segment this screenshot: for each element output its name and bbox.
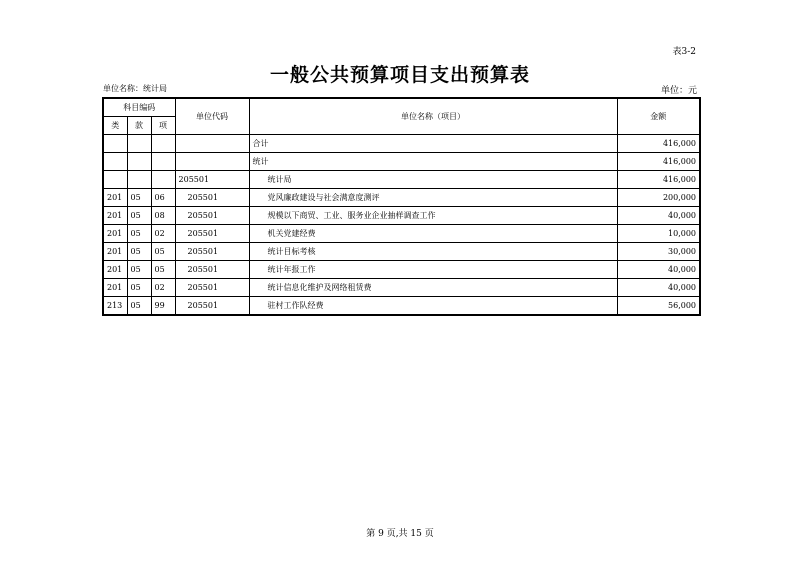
table-row <box>103 225 700 243</box>
cell-unit-name: 合计 <box>249 135 617 153</box>
cell-lei: 201 <box>103 207 127 225</box>
cell-xiang <box>151 171 175 189</box>
cell-unit-name: 统计 <box>249 153 617 171</box>
cell-unit-code: 205501 <box>175 171 249 189</box>
cell-unit-name: 机关党建经费 <box>249 225 617 243</box>
cell-amount: 56,000 <box>617 297 700 316</box>
cell-xiang <box>151 135 175 153</box>
cell-unit-code <box>175 135 249 153</box>
cell-amount: 416,000 <box>617 135 700 153</box>
cell-lei: 201 <box>103 243 127 261</box>
cell-kuan: 05 <box>127 297 151 316</box>
cell-amount: 416,000 <box>617 153 700 171</box>
page-number: 第 9 页,共 15 页 <box>366 529 434 539</box>
cell-lei: 213 <box>103 297 127 316</box>
table-number: 表3-2 <box>672 47 696 57</box>
cell-amount: 200,000 <box>617 189 700 207</box>
table-row <box>103 207 700 225</box>
cell-amount: 416,000 <box>617 171 700 189</box>
cell-xiang: 02 <box>151 225 175 243</box>
cell-kuan: 05 <box>127 279 151 297</box>
cell-amount: 40,000 <box>617 207 700 225</box>
cell-unit-code: 205501 <box>175 225 249 243</box>
cell-xiang: 99 <box>151 297 175 316</box>
cell-amount: 30,000 <box>617 243 700 261</box>
lei-header: 类 <box>103 117 127 135</box>
unit-name-header: 单位名称（项目） <box>249 98 617 135</box>
cell-xiang: 05 <box>151 261 175 279</box>
cell-unit-name: 党风廉政建设与社会满意度测评 <box>249 189 617 207</box>
cell-unit-name: 规模以下商贸、工业、服务业企业抽样调查工作 <box>249 207 617 225</box>
cell-kuan <box>127 153 151 171</box>
grand-total-row <box>103 135 700 153</box>
cell-unit-code <box>175 153 249 171</box>
table-row <box>103 261 700 279</box>
unit-total-row <box>103 171 700 189</box>
cell-xiang: 08 <box>151 207 175 225</box>
cell-amount: 40,000 <box>617 261 700 279</box>
table-header-row <box>103 98 700 117</box>
page-title: 一般公共预算项目支出预算表 <box>269 64 530 86</box>
cell-xiang <box>151 153 175 171</box>
cell-unit-name: 驻村工作队经费 <box>249 297 617 316</box>
unit-name-label: 单位名称：统计局 <box>103 84 167 93</box>
category-total-row <box>103 153 700 171</box>
cell-lei: 201 <box>103 261 127 279</box>
cell-kuan: 05 <box>127 189 151 207</box>
table-row <box>103 297 700 316</box>
cell-unit-code: 205501 <box>175 279 249 297</box>
table-row <box>103 279 700 297</box>
cell-lei: 201 <box>103 189 127 207</box>
cell-unit-code: 205501 <box>175 189 249 207</box>
cell-kuan: 05 <box>127 207 151 225</box>
cell-unit-code: 205501 <box>175 207 249 225</box>
cell-unit-code: 205501 <box>175 243 249 261</box>
cell-unit-name: 统计信息化维护及网络租赁费 <box>249 279 617 297</box>
cell-unit-code: 205501 <box>175 261 249 279</box>
table-row <box>103 243 700 261</box>
cell-kuan <box>127 171 151 189</box>
unit-code-header: 单位代码 <box>175 98 249 135</box>
budget-table <box>102 97 701 316</box>
cell-unit-code: 205501 <box>175 297 249 316</box>
kuan-header: 款 <box>127 117 151 135</box>
cell-lei <box>103 171 127 189</box>
table-row <box>103 189 700 207</box>
subject-code-header: 科目编码 <box>103 98 175 117</box>
cell-kuan: 05 <box>127 261 151 279</box>
cell-xiang: 05 <box>151 243 175 261</box>
amount-header: 金额 <box>617 98 700 135</box>
cell-unit-name: 统计局 <box>249 171 617 189</box>
cell-kuan: 05 <box>127 225 151 243</box>
cell-lei <box>103 153 127 171</box>
xiang-header: 项 <box>151 117 175 135</box>
currency-unit-label: 单位：元 <box>660 86 697 96</box>
cell-lei: 201 <box>103 225 127 243</box>
cell-lei: 201 <box>103 279 127 297</box>
cell-kuan <box>127 135 151 153</box>
cell-unit-name: 统计年报工作 <box>249 261 617 279</box>
cell-xiang: 02 <box>151 279 175 297</box>
cell-amount: 10,000 <box>617 225 700 243</box>
cell-kuan: 05 <box>127 243 151 261</box>
cell-xiang: 06 <box>151 189 175 207</box>
cell-unit-name: 统计目标考核 <box>249 243 617 261</box>
cell-lei <box>103 135 127 153</box>
cell-amount: 40,000 <box>617 279 700 297</box>
